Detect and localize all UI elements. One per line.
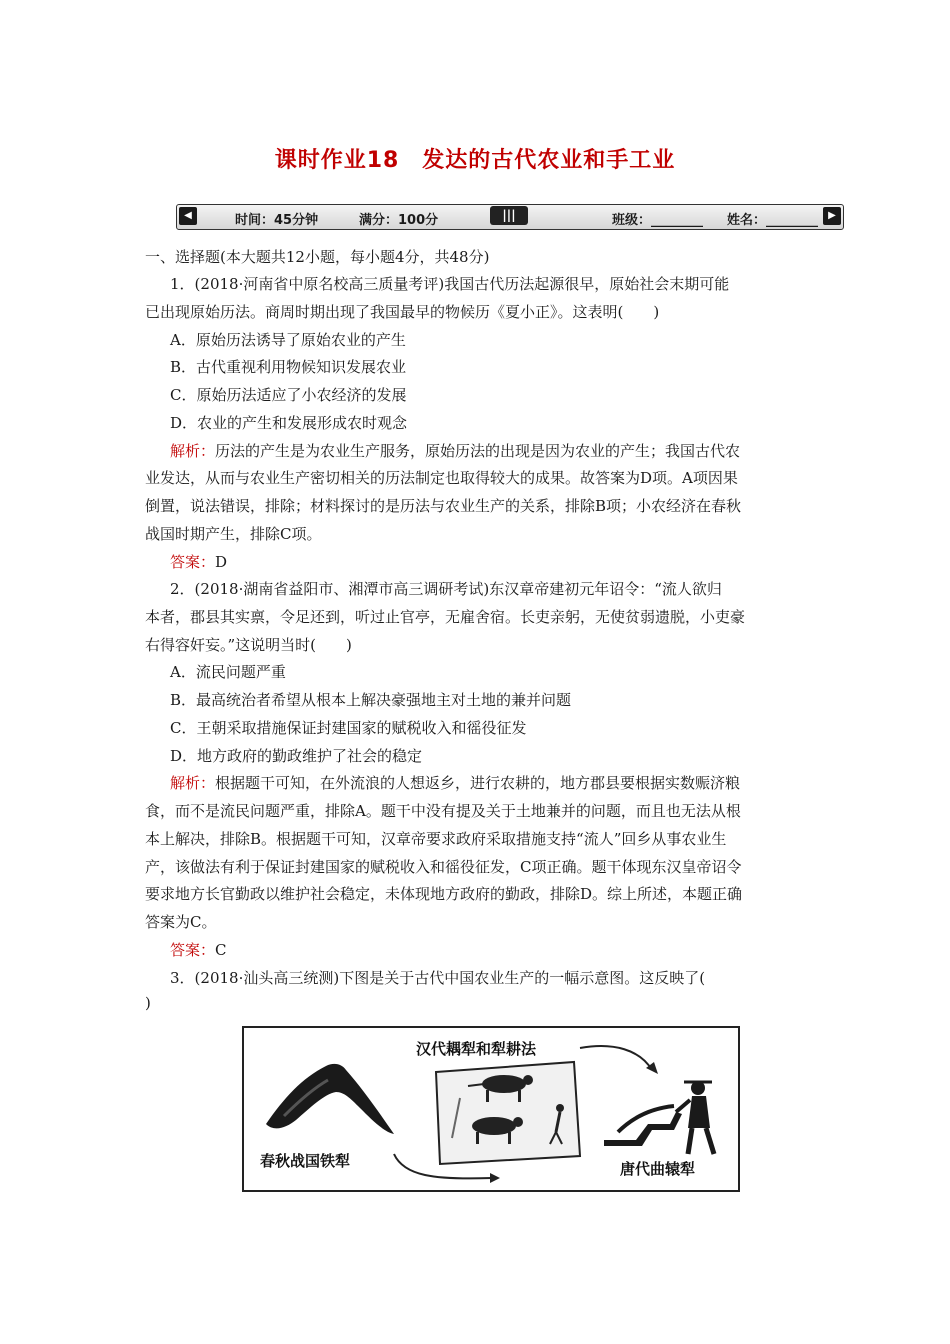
q1-stem-line1: 1．(2018·河南省中原名校高三质量考评)我国古代历法起源很早，原始社会末期可能 <box>170 275 730 293</box>
iron-plough-shape <box>266 1064 394 1134</box>
q2-analysis-line4: 产，该做法有利于保证封建国家的赋税收入和徭役征发，C项正确。题干体现东汉皇帝诏令 <box>145 858 742 876</box>
q2-analysis-line6: 答案为C。 <box>145 913 217 931</box>
next-arrow-icon[interactable]: ▶ <box>823 207 841 225</box>
mural-icon <box>436 1062 580 1164</box>
section-heading: 一、选择题(本大题共12小题，每小题4分，共48分) <box>145 248 490 266</box>
q2-analysis-line2: 食，而不是流民问题严重，排除A。题干中没有提及关于土地兼并的问题，而且也无法从根 <box>145 802 741 820</box>
answer-label: 答案： <box>170 941 216 959</box>
q2-option-a: A．流民问题严重 <box>170 663 286 681</box>
prev-arrow-icon[interactable]: ◀ <box>179 207 197 225</box>
name-field: 姓名：________ <box>727 213 819 228</box>
q1-analysis-line3: 倒置，说法错误，排除；材料探讨的是历法与农业生产的关系，排除B项；小农经济在春秋 <box>145 497 742 515</box>
q2-stem-line1: 2．(2018·湖南省益阳市、湘潭市高三调研考试)东汉章帝建初元年诏令：“流人欲归 <box>170 580 722 598</box>
q1-option-b: B．古代重视利用物候知识发展农业 <box>170 358 407 376</box>
q1-answer <box>170 551 227 572</box>
q2-analysis-line3: 本上解决，排除B。根据题干可知，汉章帝要求政府采取措施支持“流人”回乡从事农业生 <box>145 830 727 848</box>
q2-stem-line3: 右得容奸妄。”这说明当时( ) <box>145 636 352 654</box>
q1-stem-line2: 已出现原始历法。商周时期出现了我国最早的物候历《夏小正》。这表明( ) <box>145 303 660 321</box>
q1-option-d: D．农业的产生和发展形成农时观念 <box>170 414 408 432</box>
q2-stem-line2: 本者，郡县其实禀，令足还到，听过止官亭，无雇舍宿。长吏亲躬，无使贫弱遗脱，小吏豪 <box>145 608 746 626</box>
q1-option-c: C．原始历法适应了小农经济的发展 <box>170 386 407 404</box>
q2-option-b: B．最高统治者希望从根本上解决豪强地主对土地的兼并问题 <box>170 691 572 709</box>
q2-analysis-line5: 要求地方长官勤政以维护社会稳定，未体现地方政府的勤政，排除D。综上所述，本题正确 <box>145 885 743 903</box>
q2-answer <box>170 939 227 960</box>
page-title: 课时作业18 发达的古代农业和手工业 <box>274 148 676 173</box>
q2-option-d: D．地方政府的勤政维护了社会的稳定 <box>170 747 423 765</box>
label-han-plough: 汉代耦犁和犁耕法 <box>416 1040 537 1058</box>
label-tang-plough: 唐代曲辕犁 <box>620 1160 696 1178</box>
q1-option-a: A．原始历法诱导了原始农业的产生 <box>170 331 406 349</box>
agriculture-figure <box>242 1026 740 1192</box>
time-label: 时间：45分钟 <box>235 213 319 228</box>
q3-stem-line1: 3．(2018·汕头高三统测)下图是关于古代中国农业生产的一幅示意图。这反映了( <box>170 969 706 987</box>
toolbar-handle[interactable]: ||| <box>490 206 528 225</box>
q2-answer-value: C <box>215 941 227 959</box>
analysis-label: 解析： <box>170 774 216 792</box>
answer-label: 答案： <box>170 553 216 571</box>
arrow-to-tang <box>580 1046 652 1070</box>
q1-analysis-line1 <box>170 440 740 461</box>
q2-option-c: C．王朝采取措施保证封建国家的赋税收入和徭役征发 <box>170 719 527 737</box>
class-field: 班级：________ <box>612 213 704 228</box>
q1-answer-value: D <box>215 553 228 571</box>
info-toolbar <box>176 204 844 230</box>
q2-analysis-text1: 根据题干可知，在外流浪的人想返乡，进行农耕的，地方郡县要根据实数赈济粮 <box>215 774 741 792</box>
q1-analysis-text1: 历法的产生是为农业生产服务，原始历法的出现是因为农业的产生；我国古代农 <box>215 442 741 460</box>
q1-analysis-line2: 业发达，从而与农业生产密切相关的历法制定也取得较大的成果。故答案为D项。A项因果 <box>145 469 738 487</box>
label-spring-plough: 春秋战国铁犁 <box>260 1152 351 1170</box>
score-label: 满分：100分 <box>359 213 439 228</box>
q2-analysis-line1 <box>170 772 740 793</box>
q3-stem-line2: ) <box>145 994 151 1012</box>
tang-plough-icon <box>604 1081 714 1154</box>
q1-analysis-line4: 战国时期产生，排除C项。 <box>145 525 322 543</box>
analysis-label: 解析： <box>170 442 216 460</box>
